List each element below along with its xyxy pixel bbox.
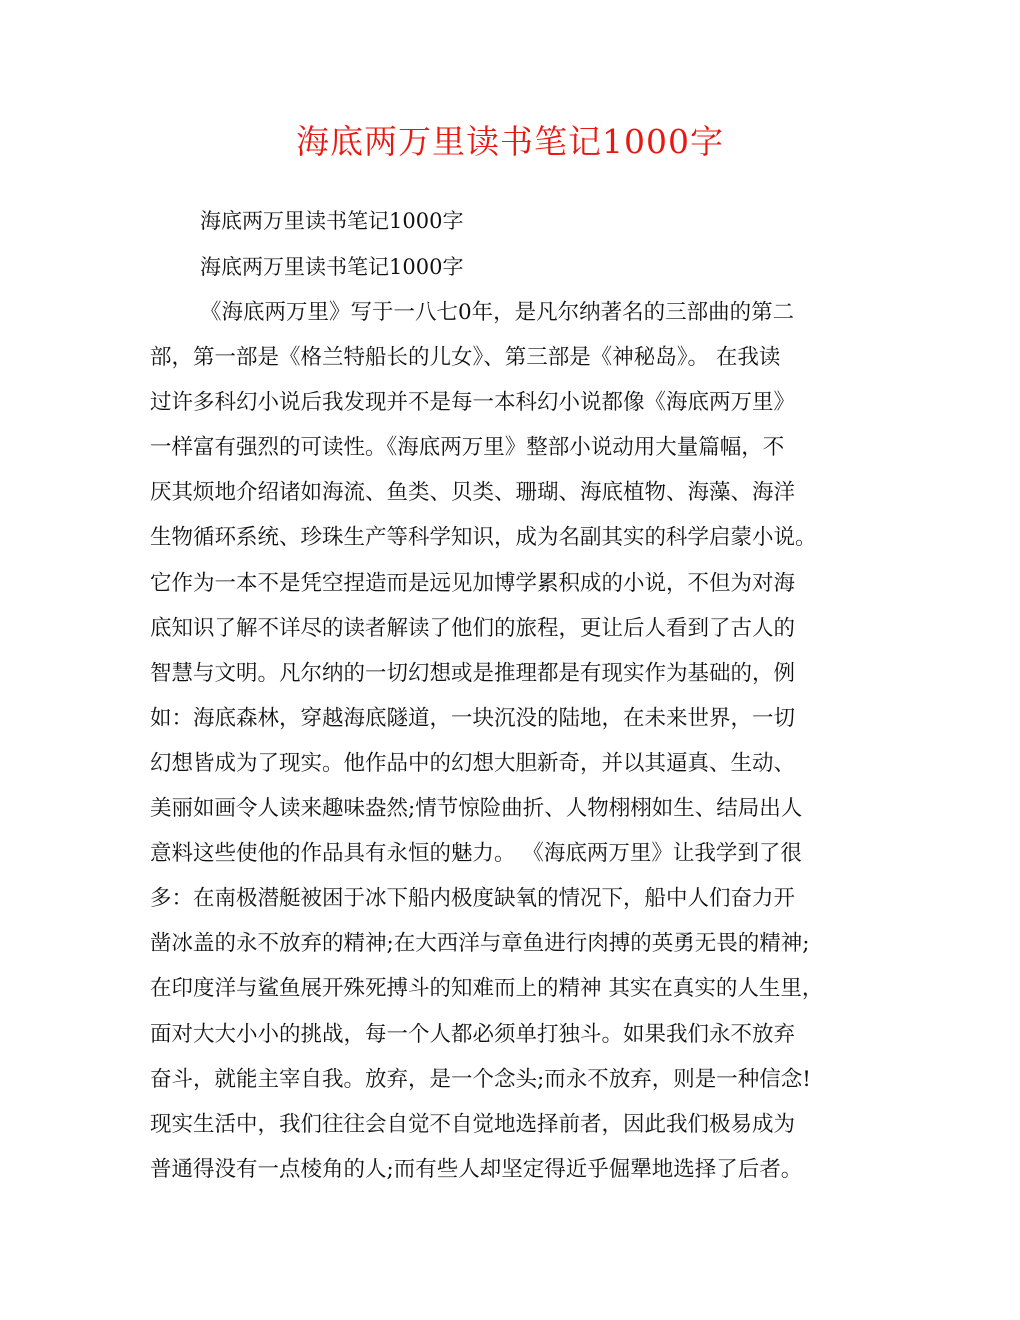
body-line: 意料这些使他的作品具有永恒的魅力。 《海底两万里》让我学到了很 — [150, 841, 802, 867]
subtitle-line-2: 海底两万里读书笔记1000字 — [200, 255, 464, 279]
body-line: 《海底两万里》写于一八七0年，是凡尔纳著名的三部曲的第二 — [200, 300, 795, 325]
body-line: 如：海底森林，穿越海底隧道，一块沉没的陆地，在未来世界，一切 — [150, 705, 796, 731]
body-line: 部，第一部是《格兰特船长的儿女》、第三部是《神秘岛》。 在我读 — [150, 345, 781, 371]
body-line: 过许多科幻小说后我发现并不是每一本科幻小说都像《海底两万里》 — [150, 390, 796, 416]
body-line: 厌其烦地介绍诸如海流、鱼类、贝类、珊瑚、海底植物、海藻、海洋 — [150, 480, 796, 506]
body-line: 多：在南极潜艇被困于冰下船内极度缺氧的情况下，船中人们奋力开 — [150, 886, 796, 912]
body-line: 在印度洋与鲨鱼展开殊死搏斗的知难而上的精神 其实在真实的人生里， — [150, 976, 824, 1002]
body-line: 幻想皆成为了现实。他作品中的幻想大胆新奇，并以其逼真、生动、 — [150, 750, 796, 776]
body-line: 奋斗，就能主宰自我。放弃，是一个念头;而永不放弃，则是一种信念! — [150, 1066, 811, 1092]
document-title: 海底两万里读书笔记1000字 — [296, 122, 724, 161]
body-line: 美丽如画令人读来趣味盎然;情节惊险曲折、人物栩栩如生、结局出人 — [150, 796, 803, 822]
body-line: 普通得没有一点棱角的人;而有些人却坚定得近乎倔犟地选择了后者。 — [150, 1156, 803, 1182]
body-line: 现实生活中，我们往往会自觉不自觉地选择前者，因此我们极易成为 — [150, 1111, 796, 1137]
body-line: 生物循环系统、珍珠生产等科学知识，成为名副其实的科学启蒙小说。 — [150, 525, 817, 551]
body-line: 凿冰盖的永不放弃的精神;在大西洋与章鱼进行肉搏的英勇无畏的精神; — [150, 931, 810, 957]
subtitle-line-1: 海底两万里读书笔记1000字 — [200, 209, 464, 233]
body-line: 面对大大小小的挑战，每一个人都必须单打独斗。如果我们永不放弃 — [150, 1021, 796, 1047]
body-line: 智慧与文明。凡尔纳的一切幻想或是推理都是有现实作为基础的，例 — [150, 660, 796, 686]
body-line: 一样富有强烈的可读性。《海底两万里》整部小说动用大量篇幅，不 — [150, 435, 785, 461]
body-line: 底知识了解不详尽的读者解读了他们的旅程，更让后人看到了古人的 — [150, 615, 796, 641]
body-line: 它作为一本不是凭空捏造而是远见加博学累积成的小说，不但为对海 — [150, 570, 796, 596]
body-text — [150, 295, 880, 1197]
